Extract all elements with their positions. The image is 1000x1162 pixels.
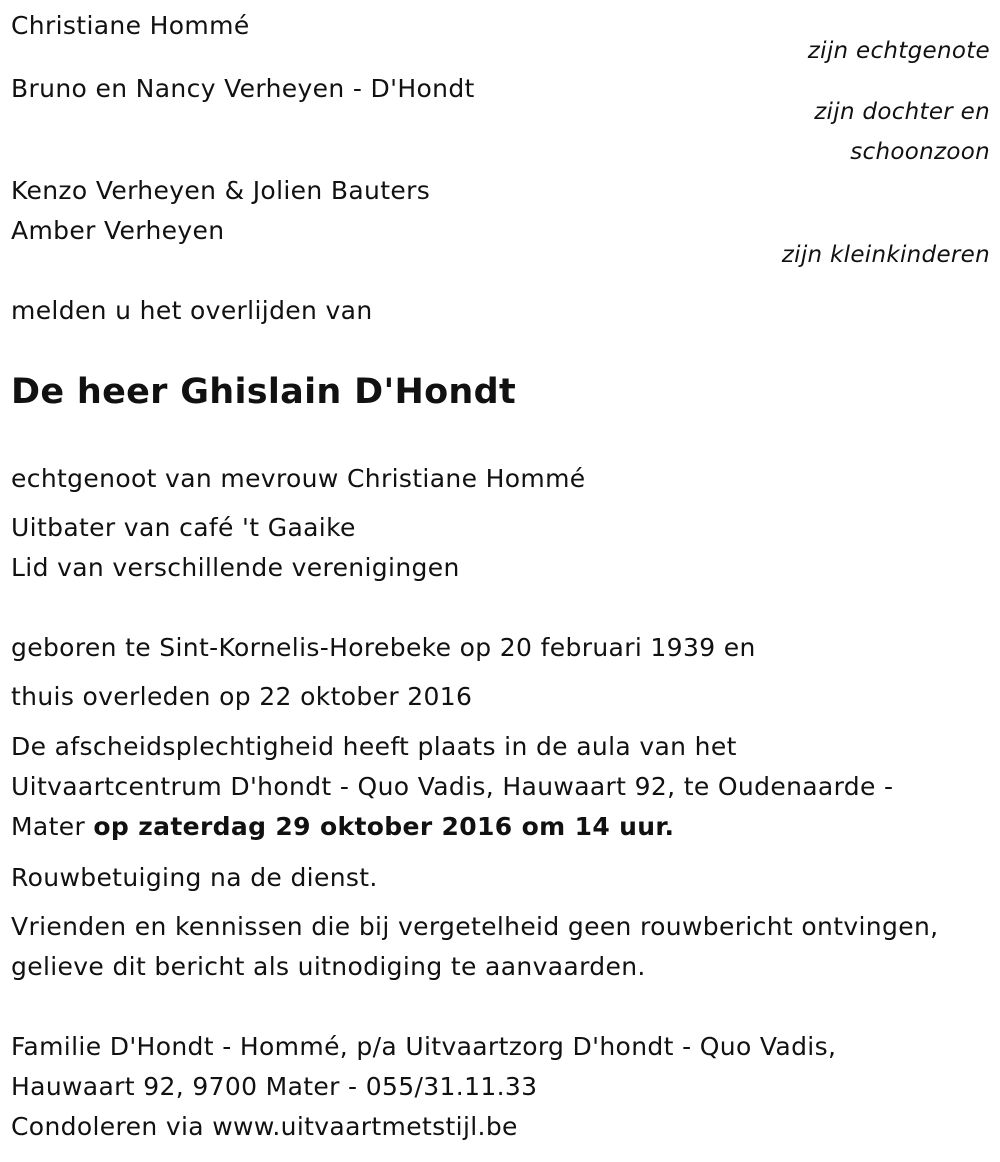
spouse-names: Christiane Hommé	[11, 11, 250, 40]
contact-line3: Condoleren via www.uitvaartmetstijl.be	[11, 1112, 518, 1141]
children-role-line1: zijn dochter en	[814, 99, 990, 125]
ceremony-line2: Uitvaartcentrum D'hondt - Quo Vadis, Hauwaart 92, te Oudenaarde -	[11, 772, 894, 801]
children-role-line2: schoonzoon	[850, 139, 990, 165]
notice-line2: gelieve dit bericht als uitnodiging te aanvaarden.	[11, 952, 646, 981]
ceremony-datetime: op zaterdag 29 oktober 2016 om 14 uur.	[93, 812, 675, 841]
spouse-role: zijn echtgenote	[807, 38, 990, 64]
born-line: geboren te Sint-Kornelis-Horebeke op 20 februari 1939 en	[11, 633, 756, 662]
deceased-name: De heer Ghislain D'Hondt	[11, 372, 517, 412]
grandchildren-role: zijn kleinkinderen	[781, 242, 990, 268]
announce-text: melden u het overlijden van	[11, 296, 373, 325]
ceremony-line3	[11, 812, 674, 842]
membership: Lid van verschillende verenigingen	[11, 553, 460, 582]
grandchildren-names-line2: Amber Verheyen	[11, 216, 225, 245]
grandchildren-names-line1: Kenzo Verheyen & Jolien Bauters	[11, 176, 431, 205]
ceremony-line1: De afscheidsplechtigheid heeft plaats in de aula van het	[11, 732, 737, 761]
occupation: Uitbater van café 't Gaaike	[11, 513, 356, 542]
ceremony-place: Mater	[11, 812, 94, 841]
condolence-after-service: Rouwbetuiging na de dienst.	[11, 863, 378, 892]
died-line: thuis overleden op 22 oktober 2016	[11, 682, 473, 711]
spouse-line: echtgenoot van mevrouw Christiane Hommé	[11, 464, 586, 493]
contact-line1: Familie D'Hondt - Hommé, p/a Uitvaartzorg D'hondt - Quo Vadis,	[11, 1032, 837, 1061]
contact-line2: Hauwaart 92, 9700 Mater - 055/31.11.33	[11, 1072, 538, 1101]
notice-line1: Vrienden en kennissen die bij vergetelheid geen rouwbericht ontvingen,	[11, 912, 939, 941]
children-names: Bruno en Nancy Verheyen - D'Hondt	[11, 74, 475, 103]
